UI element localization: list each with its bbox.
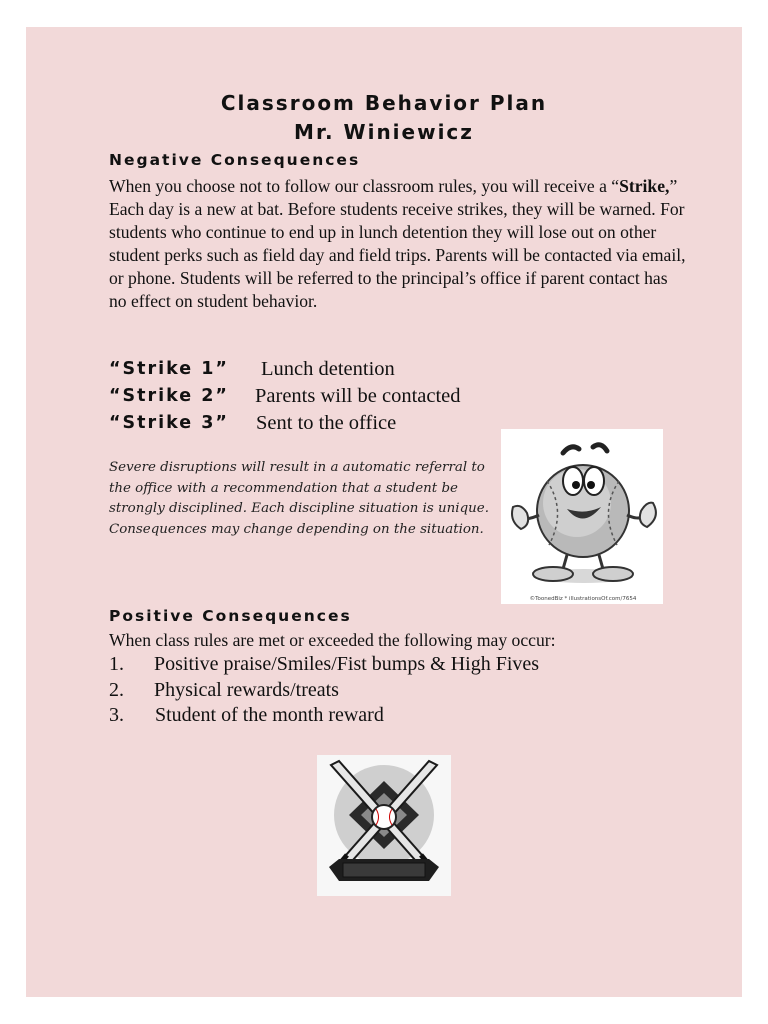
negative-paragraph (109, 175, 689, 313)
severe-disruption-note: Severe disruptions will result in a automatic referral to the office with a recommendation that a student be strongly disciplined. Each discipline situation is unique. Consequences may change depending on the situation. (109, 460, 489, 537)
baseball-cartoon-icon (501, 429, 663, 604)
list-number: 3. (109, 704, 124, 726)
strike-consequence: Parents will be contacted (255, 385, 461, 407)
list-text: Physical rewards/treats (154, 679, 339, 701)
crossed-bats-image (317, 755, 451, 896)
positive-heading: Positive Consequences (109, 607, 352, 625)
list-text: Positive praise/Smiles/Fist bumps & High Fives (154, 653, 540, 675)
list-text: Student of the month reward (155, 704, 384, 726)
list-number: 2. (109, 679, 124, 701)
strike-label: “Strike 3” (109, 413, 229, 433)
strike-label: “Strike 1” (109, 359, 229, 379)
image-credit: ©ToonedBiz * illustrationsOf.com/7654 (529, 596, 637, 602)
negative-heading: Negative Consequences (109, 151, 361, 169)
positive-intro: When class rules are met or exceeded the following may occur: (109, 630, 556, 650)
crossed-bats-icon (317, 755, 451, 896)
strike-bold-word: Strike, (619, 176, 670, 196)
negative-para-start: When you choose not to follow our classroom rules, you will receive a “ (109, 176, 620, 196)
document-page (26, 27, 742, 997)
strike-consequence: Lunch detention (261, 358, 395, 380)
teacher-name: Mr. Winiewicz (294, 120, 474, 144)
list-number: 1. (109, 653, 124, 675)
plan-title: Classroom Behavior Plan (220, 91, 548, 115)
strike-consequence: Sent to the office (256, 412, 397, 434)
strike-label: “Strike 2” (109, 386, 229, 406)
negative-para-rest: ” Each day is a new at bat. Before students receive strikes, they will be warned. For students who continue to end up in lunch detention they will lose out on other student perks such as field day and field trips. Parents will be contacted via email, or phone. Students will be referred to the principal’s office if parent contact has no effect on student behavior. (109, 176, 686, 311)
baseball-cartoon-image (501, 429, 663, 604)
